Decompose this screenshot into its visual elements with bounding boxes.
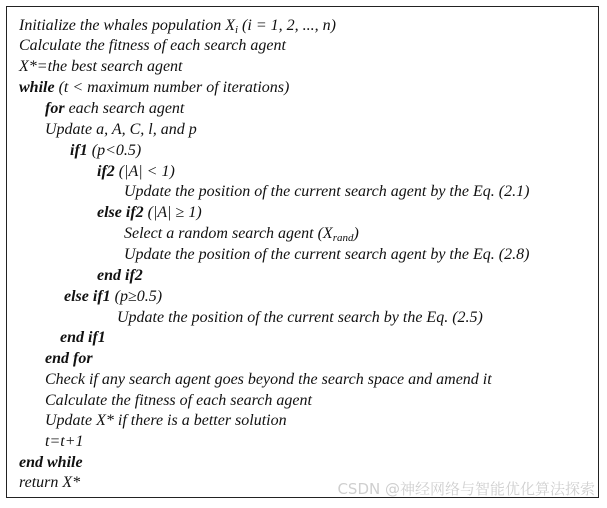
line-text: Update a, A, C, l, and p bbox=[45, 121, 197, 138]
line-text: X*=the best search agent bbox=[19, 58, 183, 75]
keyword: else if1 bbox=[64, 288, 111, 305]
line-else-if1 bbox=[64, 287, 162, 307]
keyword: for bbox=[45, 100, 65, 117]
line-text: Update the position of the current search by the Eq. (2.5) bbox=[117, 309, 483, 326]
line-text: Calculate the fitness of each search agent bbox=[19, 37, 286, 54]
line-calculate-fitness bbox=[19, 36, 286, 56]
line-text: Update the position of the current search agent by the Eq. (2.8) bbox=[124, 246, 530, 263]
line-text: Initialize the whales population X bbox=[19, 17, 235, 34]
subscript: rand bbox=[332, 232, 354, 244]
keyword: end while bbox=[19, 454, 83, 471]
line-return bbox=[19, 473, 80, 493]
keyword: end if2 bbox=[97, 267, 143, 284]
line-if1 bbox=[70, 141, 141, 161]
keyword: while bbox=[19, 79, 55, 96]
keyword: end for bbox=[45, 350, 93, 367]
line-end-for bbox=[45, 349, 93, 369]
line-text: each search agent bbox=[64, 100, 185, 117]
line-text: Update X* if there is a better solution bbox=[45, 412, 287, 429]
line-text: (|A| ≥ 1) bbox=[143, 204, 202, 221]
line-update-eq-2-5 bbox=[117, 308, 483, 328]
line-text: (|A| < 1) bbox=[114, 163, 175, 180]
line-else-if2 bbox=[97, 203, 202, 223]
line-text: t=t+1 bbox=[45, 433, 84, 450]
line-text-tail: ) bbox=[353, 225, 359, 242]
line-update-best bbox=[45, 411, 287, 431]
line-update-params bbox=[45, 120, 197, 140]
line-text: Check if any search agent goes beyond the search space and amend it bbox=[45, 371, 492, 388]
watermark: CSDN @神经网络与智能优化算法探索 bbox=[337, 480, 595, 498]
line-text: Calculate the fitness of each search agent bbox=[45, 392, 312, 409]
line-check-bounds bbox=[45, 370, 492, 390]
line-update-eq-2-1 bbox=[124, 182, 529, 202]
line-for bbox=[45, 99, 184, 119]
line-calculate-fitness-2 bbox=[45, 391, 312, 411]
line-text-tail: (i = 1, 2, ..., n) bbox=[238, 17, 336, 34]
line-text: (t < maximum number of iterations) bbox=[54, 79, 290, 96]
line-increment-t bbox=[45, 432, 83, 452]
algorithm-box bbox=[6, 6, 599, 498]
line-text: (p<0.5) bbox=[87, 142, 142, 159]
line-end-if1 bbox=[60, 328, 106, 348]
line-while bbox=[19, 78, 289, 98]
keyword: if1 bbox=[70, 142, 88, 159]
keyword: if2 bbox=[97, 163, 115, 180]
line-update-eq-2-8 bbox=[124, 245, 529, 265]
line-text: return X* bbox=[19, 474, 81, 491]
line-end-while bbox=[19, 453, 83, 473]
line-if2 bbox=[97, 162, 175, 182]
line-text: Update the position of the current search agent by the Eq. (2.1) bbox=[124, 183, 530, 200]
keyword: else if2 bbox=[97, 204, 144, 221]
line-best-agent bbox=[19, 57, 183, 77]
line-text: Select a random search agent (X bbox=[124, 225, 333, 242]
line-text: (p≥0.5) bbox=[110, 288, 163, 305]
subscript: i bbox=[234, 24, 239, 36]
line-end-if2 bbox=[97, 266, 143, 286]
keyword: end if1 bbox=[60, 329, 106, 346]
